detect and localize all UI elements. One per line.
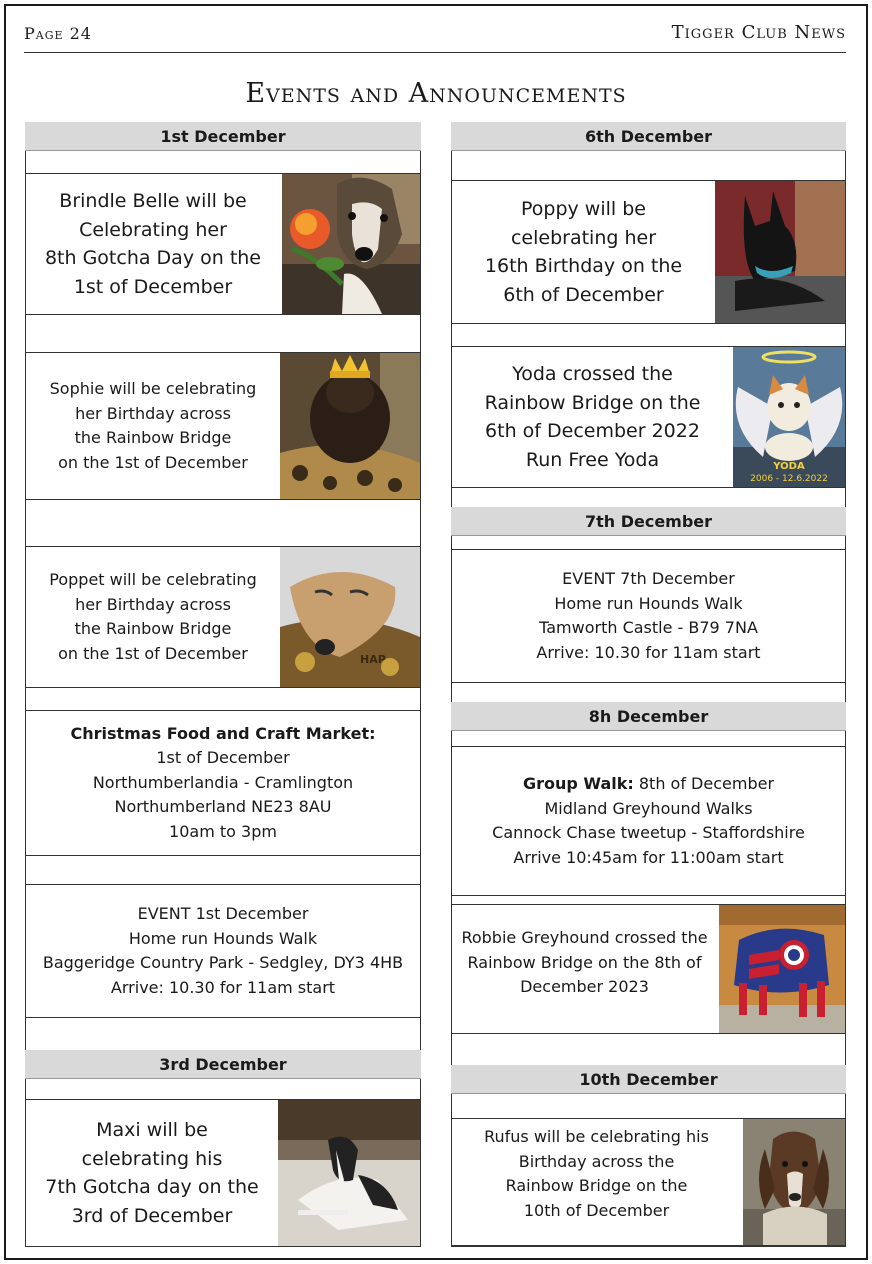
page-title: Events and Announcements bbox=[245, 78, 627, 109]
card-poppy bbox=[451, 180, 846, 324]
photo-sophie bbox=[280, 353, 420, 499]
yoda-caption-dates: 2006 - 12.6.2022 bbox=[750, 474, 828, 484]
page-header bbox=[24, 20, 846, 53]
yoda-caption-name: YODA bbox=[773, 461, 805, 472]
photo-yoda bbox=[733, 347, 845, 487]
heading-10th-december: 10th December bbox=[451, 1065, 846, 1094]
left-column bbox=[25, 122, 421, 1247]
photo-robbie bbox=[719, 905, 845, 1033]
card-group-walk bbox=[451, 746, 846, 896]
card-text: Maxi will be celebrating his 7th Gotcha day on the 3rd of December bbox=[45, 1119, 259, 1227]
photo-maxi bbox=[278, 1100, 420, 1246]
card-robbie bbox=[451, 904, 846, 1034]
photo-poppet bbox=[280, 547, 420, 687]
card-poppet bbox=[25, 546, 421, 688]
photo-brindle-belle bbox=[282, 174, 420, 314]
card-maxi bbox=[25, 1099, 421, 1247]
card-text: EVENT 1st December Home run Hounds Walk Baggeridge Country Park - Sedgley, DY3 4HB Arrive: 10.30 for 11am start bbox=[42, 904, 404, 997]
card-yoda bbox=[451, 346, 846, 488]
heading-8th-december: 8h December bbox=[451, 702, 846, 731]
card-brindle-belle bbox=[25, 173, 421, 315]
card-text: Brindle Belle will be Celebrating her 8th Gotcha Day on the 1st of December bbox=[44, 190, 262, 298]
right-column bbox=[451, 122, 846, 1247]
card-rufus bbox=[451, 1118, 846, 1246]
card-text: Christmas Food and Craft Market: 1st of December Northumberlandia - Cramlington Northumberland NE23 8AU 10am to 3pm bbox=[70, 723, 376, 841]
photo-poppy bbox=[715, 181, 845, 323]
card-text: Robbie Greyhound crossed the Rainbow Bridge on the 8th of December 2023 bbox=[461, 928, 708, 996]
heading-7th-december: 7th December bbox=[451, 507, 846, 536]
card-text: Yoda crossed the Rainbow Bridge on the 6th of December 2022 Run Free Yoda bbox=[484, 363, 701, 471]
heading-6th-december: 6th December bbox=[451, 122, 846, 151]
card-text: Rufus will be celebrating his Birthday across the Rainbow Bridge on the 10th of December bbox=[484, 1127, 709, 1220]
hap-print: HAP bbox=[360, 653, 386, 666]
card-sophie bbox=[25, 352, 421, 500]
card-christmas-market bbox=[25, 710, 421, 856]
card-text: EVENT 7th December Home run Hounds Walk Tamworth Castle - B79 7NA Arrive: 10.30 for 11am start bbox=[536, 569, 761, 662]
card-text: Poppet will be celebrating her Birthday across the Rainbow Bridge on the 1st of December bbox=[49, 570, 257, 663]
photo-rufus bbox=[743, 1119, 845, 1245]
card-text: Sophie will be celebrating her Birthday across the Rainbow Bridge on the 1st of December bbox=[49, 379, 257, 472]
page-number: Page 24 bbox=[24, 24, 92, 43]
card-event-1st bbox=[25, 884, 421, 1018]
heading-1st-december: 1st December bbox=[25, 122, 421, 151]
card-text: Poppy will be celebrating her 16th Birthday on the 6th of December bbox=[484, 198, 683, 306]
card-text: Group Walk: 8th of December Midland Greyhound Walks Cannock Chase tweetup - Staffordshire Arrive 10:45am for 11:00am start bbox=[492, 774, 805, 867]
heading-3rd-december: 3rd December bbox=[25, 1050, 421, 1079]
publication-name: Tigger Club News bbox=[671, 22, 846, 43]
card-event-7th bbox=[451, 549, 846, 683]
